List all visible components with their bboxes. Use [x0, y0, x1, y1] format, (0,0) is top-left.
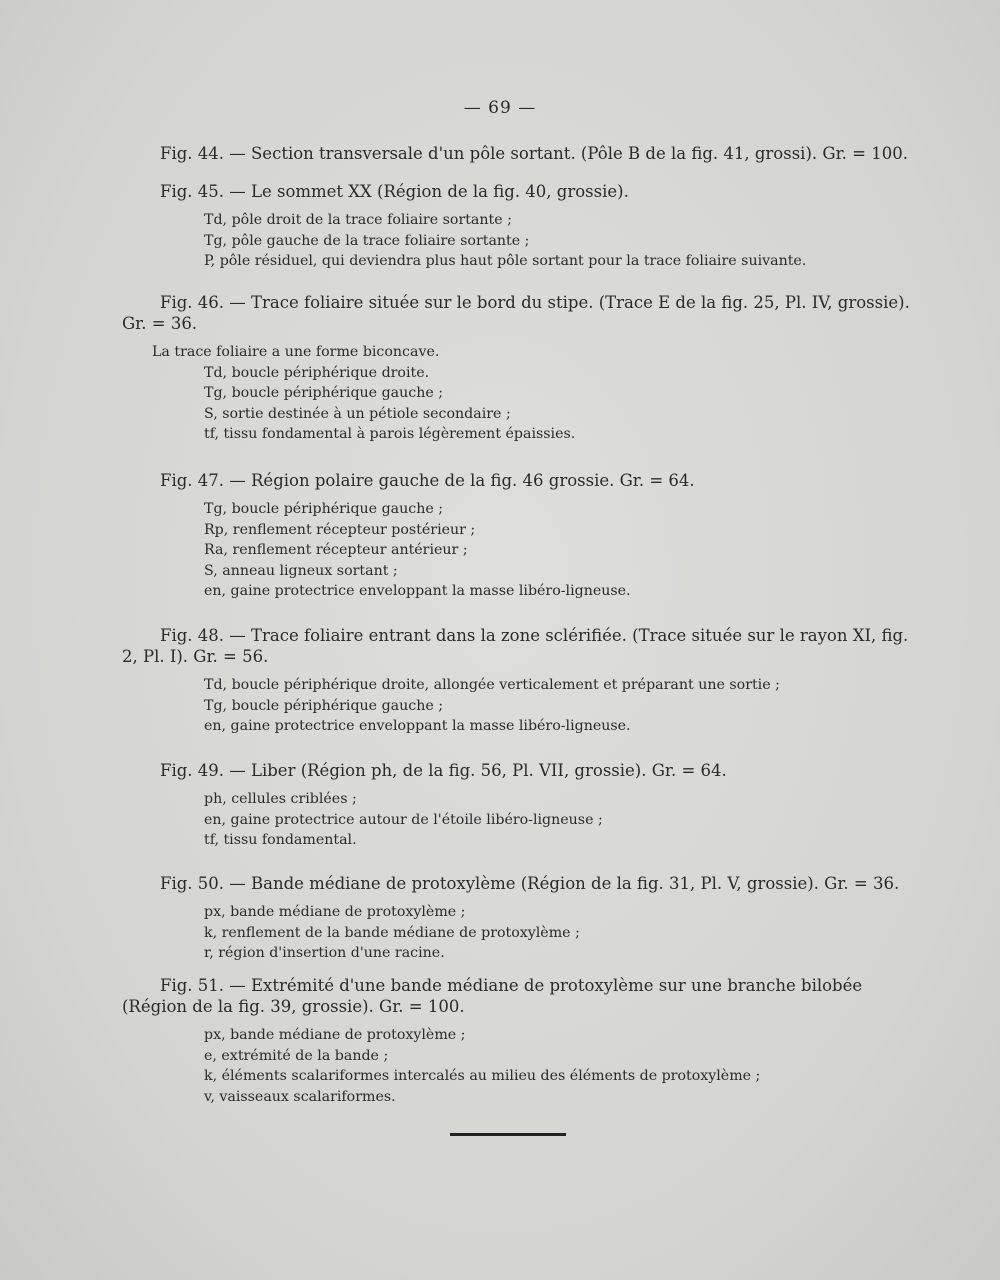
legend-item: tf, tissu fondamental.	[204, 832, 357, 849]
legend-item: en, gaine protectrice enveloppant la masse libéro-ligneuse.	[204, 718, 631, 735]
figure-caption-46	[122, 292, 912, 445]
figure-caption-47	[122, 470, 912, 602]
legend-item: S, sortie destinée à un pétiole secondaire ;	[204, 405, 511, 422]
figure-caption-51	[122, 975, 912, 1107]
legend-list	[122, 499, 912, 602]
legend-item: Tg, boucle périphérique gauche ;	[204, 501, 444, 517]
figure-heading: Fig. 49. — Liber (Région ph, de la fig. 56, Pl. VII, grossie). Gr. = 64.	[160, 761, 727, 780]
legend-lead: La trace foliaire a une forme biconcave.	[152, 344, 440, 360]
legend-item: Ra, renflement récepteur antérieur ;	[204, 542, 468, 559]
legend-item: Td, boucle périphérique droite, allongée verticalement et préparant une sortie ;	[204, 677, 780, 693]
legend-item: px, bande médiane de protoxylème ;	[204, 904, 466, 920]
legend-item: Tg, boucle périphérique gauche ;	[204, 697, 444, 714]
legend-list	[122, 675, 912, 737]
legend-item: en, gaine protectrice autour de l'étoile libéro-ligneuse ;	[204, 811, 603, 828]
page-number: — 69 —	[463, 98, 537, 118]
legend-item: S, anneau ligneux sortant ;	[204, 562, 398, 579]
legend-item: Tg, pôle gauche de la trace foliaire sortante ;	[204, 232, 530, 249]
legend-item: ph, cellules criblées ;	[204, 791, 357, 807]
legend-item: P, pôle résiduel, qui deviendra plus haut pôle sortant pour la trace foliaire suivante.	[204, 253, 807, 270]
legend-item: tf, tissu fondamental à parois légèrement épaissies.	[204, 426, 576, 443]
figure-heading: Fig. 46. — Trace foliaire située sur le bord du stipe. (Trace E de la fig. 25, Pl. IV, grossie). Gr. = 36.	[122, 293, 910, 333]
figure-heading: Fig. 47. — Région polaire gauche de la fig. 46 grossie. Gr. = 64.	[160, 471, 695, 490]
figure-caption-50	[122, 873, 912, 964]
legend-item: Rp, renflement récepteur postérieur ;	[204, 521, 476, 538]
legend-item: r, région d'insertion d'une racine.	[204, 945, 445, 962]
figure-heading: Fig. 44. — Section transversale d'un pôle sortant. (Pôle B de la fig. 41, grossi). Gr. = 100.	[160, 144, 908, 163]
legend-list	[122, 210, 912, 272]
figure-heading: Fig. 50. — Bande médiane de protoxylème (Région de la fig. 31, Pl. V, grossie). Gr. = 36.	[160, 874, 900, 893]
figure-caption-48	[122, 625, 912, 737]
legend-list	[122, 902, 912, 964]
figure-caption-45	[122, 181, 912, 272]
legend-item: Tg, boucle périphérique gauche ;	[204, 385, 444, 402]
legend-list	[122, 789, 912, 851]
legend-item: v, vaisseaux scalariformes.	[204, 1088, 396, 1105]
legend-item: k, éléments scalariformes intercalés au milieu des éléments de protoxylème ;	[204, 1068, 761, 1085]
legend-item: k, renflement de la bande médiane de protoxylème ;	[204, 924, 580, 941]
figure-heading: Fig. 48. — Trace foliaire entrant dans la zone sclérifiée. (Trace située sur le rayon XI, fig. 2, Pl. I). Gr. = 56.	[122, 626, 909, 666]
legend-item: Td, boucle périphérique droite.	[204, 364, 430, 381]
legend-item: px, bande médiane de protoxylème ;	[204, 1027, 466, 1043]
legend-list	[122, 342, 912, 445]
legend-list	[122, 1025, 912, 1107]
legend-item: en, gaine protectrice enveloppant la masse libéro-ligneuse.	[204, 583, 631, 600]
end-rule	[450, 1133, 566, 1136]
figure-heading: Fig. 51. — Extrémité d'une bande médiane de protoxylème sur une branche bilobée (Région de la fig. 39, grossie). Gr. = 100.	[122, 976, 863, 1016]
figure-caption-44	[122, 143, 912, 164]
legend-item: Td, pôle droit de la trace foliaire sortante ;	[204, 212, 512, 228]
figure-caption-49	[122, 760, 912, 851]
figure-heading: Fig. 45. — Le sommet XX (Région de la fig. 40, grossie).	[160, 182, 629, 201]
legend-item: e, extrémité de la bande ;	[204, 1047, 389, 1064]
